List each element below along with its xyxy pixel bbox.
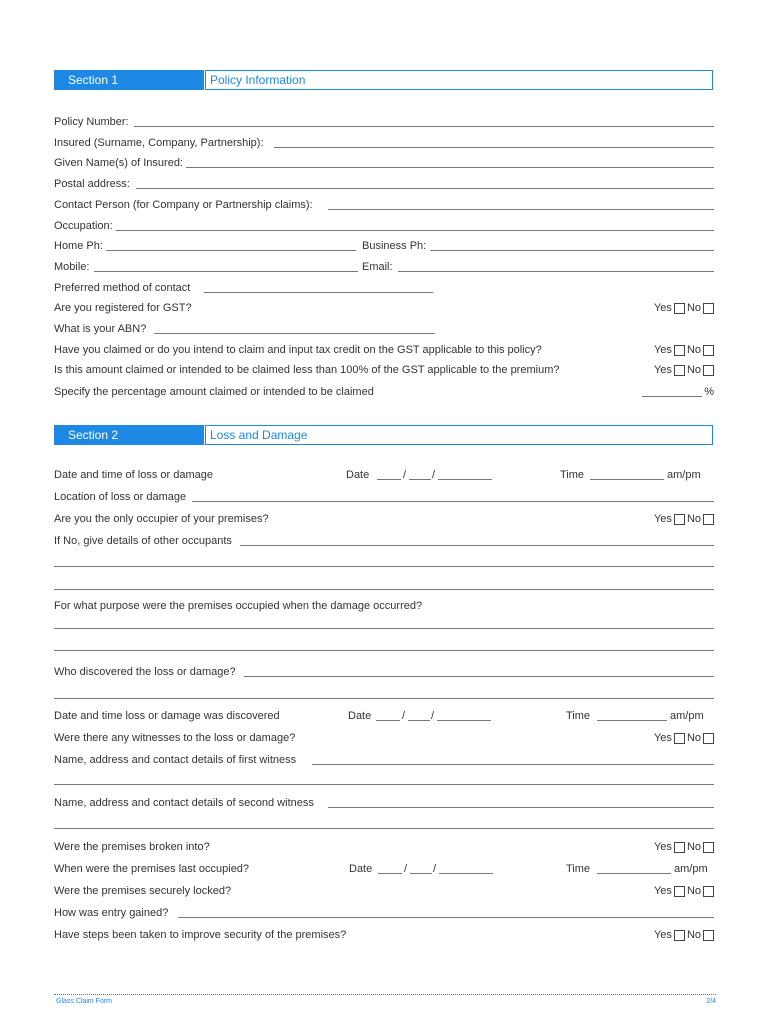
percentage-row <box>54 385 714 399</box>
abn-row <box>54 322 714 336</box>
section-2-tab: Section 2 <box>54 425 204 445</box>
date-slash: / <box>403 469 407 481</box>
home-ph-label: Home Ph: <box>54 240 103 252</box>
last-occupied-row <box>54 862 714 876</box>
home-ph-field[interactable] <box>106 239 356 251</box>
date-time-loss-label: Date and time of loss or damage <box>54 469 213 481</box>
month-field[interactable] <box>409 468 431 480</box>
discovered-by-line-2[interactable] <box>54 698 714 699</box>
only-occupier-label: Are you the only occupier of your premises? <box>54 513 269 525</box>
gst-registered-row <box>54 301 714 315</box>
less-than-100-label: Is this amount claimed or intended to be claimed less than 100% of the GST applicable to the premium? <box>54 364 560 376</box>
time-label: Time <box>566 863 591 875</box>
no-label: No <box>686 513 701 525</box>
date-time-loss-row <box>54 468 714 482</box>
email-field[interactable] <box>398 260 714 272</box>
other-occupants-line-3[interactable] <box>54 589 714 590</box>
yes-label: Yes <box>653 513 672 525</box>
insured-field[interactable] <box>274 136 714 148</box>
other-occupants-row <box>54 534 714 548</box>
itc-claim-row <box>54 343 714 357</box>
yes-label: Yes <box>653 929 672 941</box>
security-steps-row <box>54 928 714 942</box>
first-witness-row <box>54 753 714 767</box>
year-field[interactable] <box>439 862 493 874</box>
less-than-100-options <box>654 363 714 377</box>
section-2-title: Loss and Damage <box>205 425 713 445</box>
securely-locked-label: Were the premises securely locked? <box>54 885 232 897</box>
yes-checkbox[interactable] <box>674 733 685 744</box>
abn-field[interactable] <box>154 322 435 334</box>
gst-registered-label: Are you registered for GST? <box>54 302 192 314</box>
given-names-field[interactable] <box>186 156 714 168</box>
ampm-label: am/pm <box>670 710 704 722</box>
yes-label: Yes <box>653 364 672 376</box>
second-witness-field[interactable] <box>328 796 714 808</box>
section-1-header <box>54 70 713 90</box>
discovered-by-label: Who discovered the loss or damage? <box>54 666 236 678</box>
date-slash: / <box>433 863 437 875</box>
securely-locked-row <box>54 884 714 898</box>
broken-into-label: Were the premises broken into? <box>54 841 210 853</box>
entry-gained-row <box>54 906 714 920</box>
entry-gained-field[interactable] <box>178 906 714 918</box>
time-field[interactable] <box>597 709 667 721</box>
yes-label: Yes <box>653 302 672 314</box>
abn-label: What is your ABN? <box>54 323 147 335</box>
itc-claim-label: Have you claimed or do you intend to claim and input tax credit on the GST applicable to this policy? <box>54 344 542 356</box>
no-label: No <box>686 344 701 356</box>
location-row <box>54 490 714 504</box>
other-occupants-label: If No, give details of other occupants <box>54 535 232 547</box>
no-label: No <box>686 364 701 376</box>
less-than-100-row <box>54 363 714 377</box>
witnesses-row <box>54 731 714 745</box>
section-1-title: Policy Information <box>205 70 713 90</box>
no-label: No <box>686 302 701 314</box>
broken-into-row <box>54 840 714 854</box>
section-2-header <box>54 425 713 445</box>
phone-row <box>54 239 714 253</box>
no-checkbox[interactable] <box>703 886 714 897</box>
entry-gained-label: How was entry gained? <box>54 907 169 919</box>
postal-label: Postal address: <box>54 178 130 190</box>
second-witness-label: Name, address and contact details of second witness <box>54 797 314 809</box>
postal-row <box>54 177 714 191</box>
percentage-field[interactable] <box>642 385 702 397</box>
yes-label: Yes <box>653 885 672 897</box>
day-field[interactable] <box>376 709 400 721</box>
purpose-row <box>54 599 714 613</box>
no-checkbox[interactable] <box>703 365 714 376</box>
yes-label: Yes <box>653 732 672 744</box>
date-discovered-row <box>54 709 714 723</box>
year-field[interactable] <box>438 468 492 480</box>
purpose-line-2[interactable] <box>54 650 714 651</box>
email-label: Email: <box>362 261 393 273</box>
gst-registered-options <box>654 301 714 315</box>
time-label: Time <box>560 469 585 481</box>
yes-checkbox[interactable] <box>674 345 685 356</box>
first-witness-label: Name, address and contact details of first witness <box>54 754 297 766</box>
yes-label: Yes <box>653 344 672 356</box>
broken-into-options <box>654 840 714 854</box>
yes-checkbox[interactable] <box>674 842 685 853</box>
policy-number-field[interactable] <box>134 115 714 127</box>
no-checkbox[interactable] <box>703 345 714 356</box>
date-label: Date <box>349 863 373 875</box>
ampm-label: am/pm <box>674 863 708 875</box>
yes-checkbox[interactable] <box>674 886 685 897</box>
preferred-contact-row <box>54 281 714 295</box>
only-occupier-options <box>654 512 714 526</box>
no-checkbox[interactable] <box>703 733 714 744</box>
only-occupier-row <box>54 512 714 526</box>
contact-person-field[interactable] <box>328 198 714 210</box>
ampm-label: am/pm <box>667 469 701 481</box>
business-ph-label: Business Ph: <box>362 240 427 252</box>
date-label: Date <box>346 469 370 481</box>
percentage-label: Specify the percentage amount claimed or intended to be claimed <box>54 386 374 398</box>
yes-checkbox[interactable] <box>674 365 685 376</box>
month-field[interactable] <box>408 709 430 721</box>
month-field[interactable] <box>410 862 432 874</box>
discovered-by-row <box>54 665 714 679</box>
preferred-contact-field[interactable] <box>204 281 433 293</box>
no-label: No <box>686 929 701 941</box>
other-occupants-line-2[interactable] <box>54 566 714 567</box>
location-label: Location of loss or damage <box>54 491 187 503</box>
securely-locked-options <box>654 884 714 898</box>
date-slash: / <box>402 710 406 722</box>
section-1-tab: Section 1 <box>54 70 204 90</box>
footer-divider <box>54 994 716 995</box>
no-label: No <box>686 732 701 744</box>
no-checkbox[interactable] <box>703 842 714 853</box>
yes-checkbox[interactable] <box>674 303 685 314</box>
location-field[interactable] <box>192 490 714 502</box>
postal-field[interactable] <box>136 177 714 189</box>
time-field[interactable] <box>590 468 664 480</box>
other-occupants-field[interactable] <box>240 534 714 546</box>
footer-form-name: Glass Claim Form <box>56 998 113 1005</box>
given-names-label: Given Name(s) of Insured: <box>54 157 183 169</box>
first-witness-field[interactable] <box>312 753 714 765</box>
date-discovered-label: Date and time loss or damage was discovered <box>54 710 280 722</box>
witnesses-options <box>654 731 714 745</box>
no-checkbox[interactable] <box>703 303 714 314</box>
yes-checkbox[interactable] <box>674 514 685 525</box>
day-field[interactable] <box>377 468 401 480</box>
mobile-label: Mobile: <box>54 261 90 273</box>
purpose-label: For what purpose were the premises occupied when the damage occurred? <box>54 600 423 612</box>
preferred-contact-label: Preferred method of contact <box>54 282 191 294</box>
footer-page-number: 2/4 <box>706 998 716 1005</box>
first-witness-line-2[interactable] <box>54 784 714 785</box>
purpose-line-1[interactable] <box>54 628 714 629</box>
contact-person-label: Contact Person (for Company or Partnership claims): <box>54 199 313 211</box>
policy-number-row <box>54 115 714 129</box>
contact-person-row <box>54 198 714 212</box>
policy-number-label: Policy Number: <box>54 116 129 128</box>
no-checkbox[interactable] <box>703 930 714 941</box>
business-ph-field[interactable] <box>430 239 714 251</box>
mobile-row <box>54 260 714 274</box>
no-label: No <box>686 885 701 897</box>
second-witness-line-2[interactable] <box>54 828 714 829</box>
security-steps-label: Have steps been taken to improve security of the premises? <box>54 929 347 941</box>
date-slash: / <box>404 863 408 875</box>
date-label: Date <box>348 710 372 722</box>
yes-checkbox[interactable] <box>674 930 685 941</box>
given-names-row <box>54 156 714 170</box>
witnesses-label: Were there any witnesses to the loss or damage? <box>54 732 296 744</box>
insured-row <box>54 136 714 150</box>
time-field[interactable] <box>597 862 671 874</box>
day-field[interactable] <box>378 862 402 874</box>
date-slash: / <box>432 469 436 481</box>
second-witness-row <box>54 796 714 810</box>
itc-claim-options <box>654 343 714 357</box>
no-checkbox[interactable] <box>703 514 714 525</box>
no-label: No <box>686 841 701 853</box>
last-occupied-label: When were the premises last occupied? <box>54 863 250 875</box>
yes-label: Yes <box>653 841 672 853</box>
discovered-by-field[interactable] <box>244 665 714 677</box>
occupation-field[interactable] <box>116 219 714 231</box>
mobile-field[interactable] <box>94 260 358 272</box>
occupation-label: Occupation: <box>54 220 113 232</box>
occupation-row <box>54 219 714 233</box>
insured-label: Insured (Surname, Company, Partnership): <box>54 137 264 149</box>
date-slash: / <box>431 710 435 722</box>
percent-sign: % <box>704 386 714 398</box>
year-field[interactable] <box>437 709 491 721</box>
security-steps-options <box>654 928 714 942</box>
time-label: Time <box>566 710 591 722</box>
